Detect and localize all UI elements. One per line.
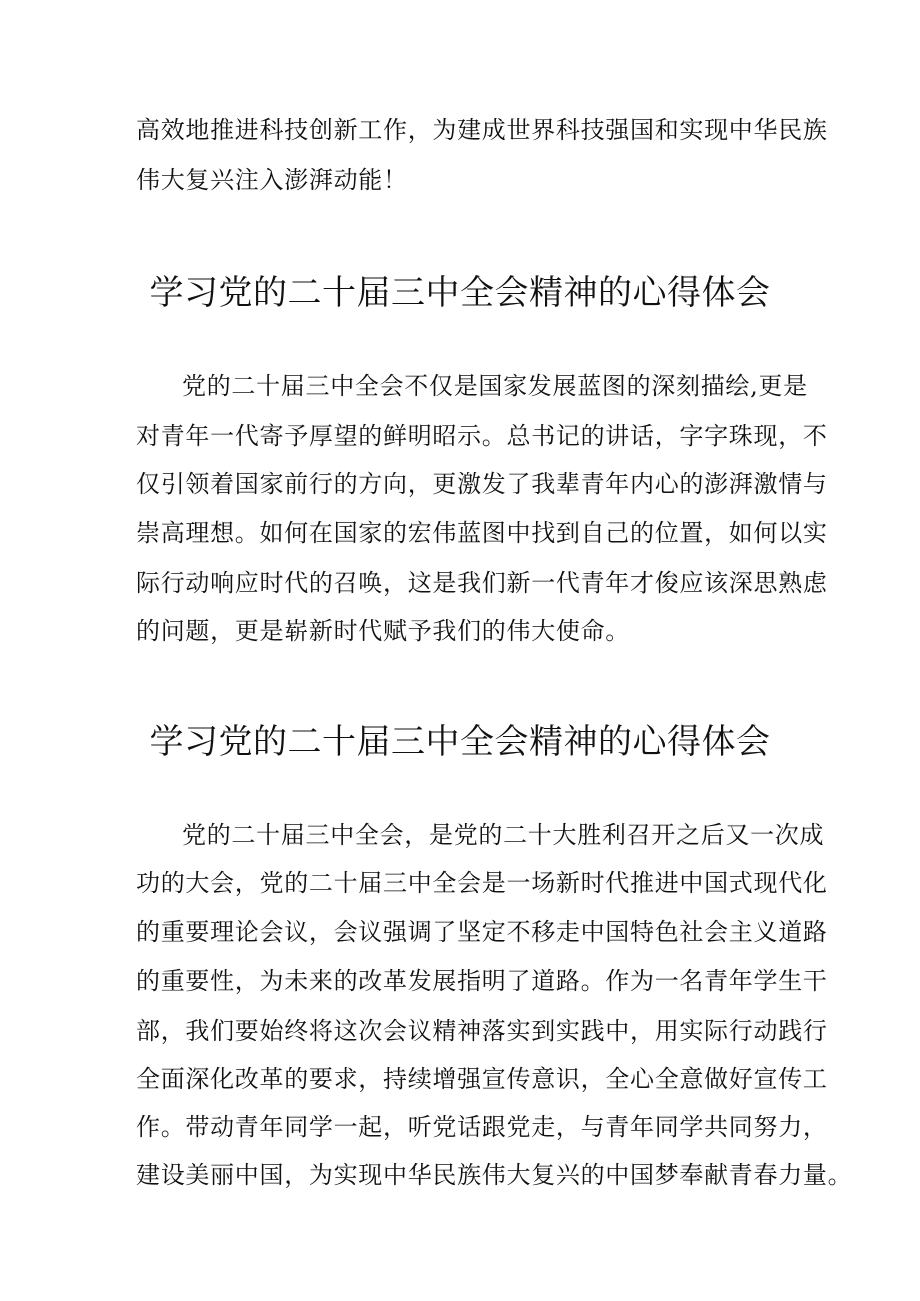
section-1-title: 学习党的二十届三中全会精神的心得体会: [149, 273, 771, 313]
section-2-line-2: 功的大会，党的二十届三中全会是一场新时代推进中国式现代化: [136, 869, 828, 897]
section-2-line-7: 作。带动青年同学一起，听党话跟党走，与青年同学共同努力，: [136, 1113, 828, 1141]
section-1-line-2: 对青年一代寄予厚望的鲜明昭示。总书记的讲话，字字珠现，不: [136, 422, 828, 450]
intro-line-1: 高效地推进科技创新工作，为建成世界科技强国和实现中华民族: [136, 116, 828, 144]
section-1-line-4: 崇高理想。如何在国家的宏伟蓝图中找到自己的位置，如何以实: [136, 519, 828, 547]
section-2-line-5: 部，我们要始终将这次会议精神落实到实践中，用实际行动践行: [136, 1017, 828, 1045]
section-1-line-1: 党的二十届三中全会不仅是国家发展蓝图的深刻描绘,更是: [182, 372, 808, 400]
section-2-line-4: 的重要性，为未来的改革发展指明了道路。作为一名青年学生干: [136, 967, 828, 995]
section-2-line-8: 建设美丽中国，为实现中华民族伟大复兴的中国梦奉献青春力量。: [136, 1161, 853, 1189]
section-1-line-6: 的问题，更是崭新时代赋予我们的伟大使命。: [136, 617, 630, 645]
section-2-line-1: 党的二十届三中全会，是党的二十大胜利召开之后又一次成: [182, 821, 825, 849]
section-1-line-3: 仅引领着国家前行的方向，更激发了我辈青年内心的澎湃激情与: [136, 470, 828, 498]
section-1-line-5: 际行动响应时代的召唤，这是我们新一代青年才俊应该深思熟虑: [136, 569, 828, 597]
intro-line-2: 伟大复兴注入澎湃动能！: [136, 166, 408, 194]
section-2-title: 学习党的二十届三中全会精神的心得体会: [149, 722, 771, 762]
section-2-line-3: 的重要理论会议，会议强调了坚定不移走中国特色社会主义道路: [136, 918, 828, 946]
section-2-line-6: 全面深化改革的要求，持续增强宣传意识，全心全意做好宣传工: [136, 1065, 828, 1093]
